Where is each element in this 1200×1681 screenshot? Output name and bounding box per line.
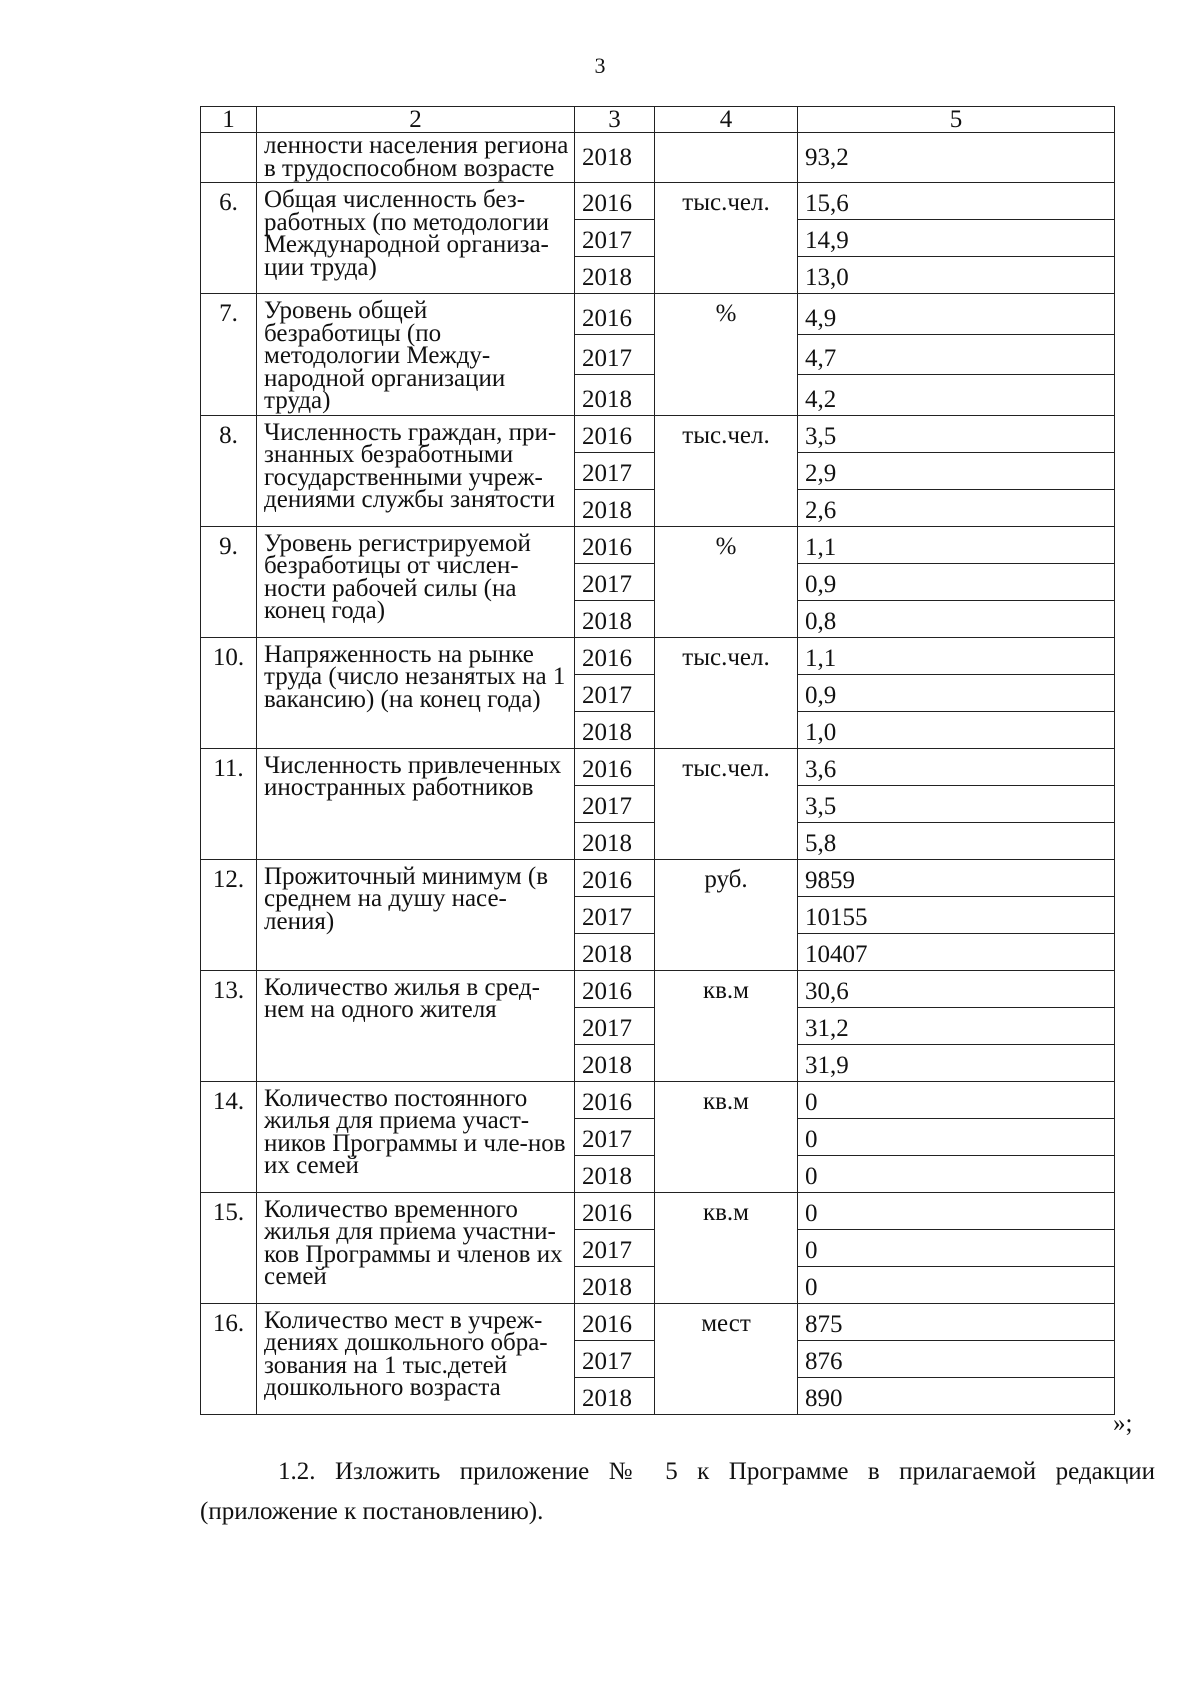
year-cell: 2016 [575, 1081, 655, 1118]
value-cell: 2,9 [798, 452, 1115, 489]
value-cell: 3,5 [798, 415, 1115, 452]
table-row [201, 637, 1115, 674]
row-number [201, 133, 257, 183]
value-cell: 5,8 [798, 822, 1115, 859]
table-row [201, 183, 1115, 220]
table-row [201, 1081, 1115, 1118]
indicator-cell: Количество жилья в сред-нем на одного жителя [257, 970, 575, 1081]
unit-cell [655, 133, 798, 183]
year-cell: 2018 [575, 822, 655, 859]
indicator-cell: Напряженность на рынке труда (число незанятых на 1 вакансию) (на конец года) [257, 637, 575, 748]
value-cell: 0 [798, 1229, 1115, 1266]
continuation-row [201, 133, 1115, 183]
value-cell: 10407 [798, 933, 1115, 970]
value-cell: 4,7 [798, 334, 1115, 375]
header-cell-5: 5 [798, 107, 1115, 133]
value-cell: 3,5 [798, 785, 1115, 822]
indicator-cell: Количество временного жилья для приема участни-ков Программы и членов их семей [257, 1192, 575, 1303]
table-row [201, 526, 1115, 563]
value-cell: 4,2 [798, 375, 1115, 416]
year-cell: 2017 [575, 896, 655, 933]
value-cell: 13,0 [798, 257, 1115, 294]
indicator-cell: ленности населения региона в трудоспособном возрасте [257, 133, 575, 183]
unit-cell: % [655, 294, 798, 416]
year-cell: 2018 [575, 933, 655, 970]
row-number: 8. [201, 415, 257, 526]
value-cell: 4,9 [798, 294, 1115, 335]
year-cell: 2016 [575, 294, 655, 335]
year-cell: 2016 [575, 1303, 655, 1340]
year-cell: 2017 [575, 334, 655, 375]
year-cell: 2017 [575, 220, 655, 257]
value-cell: 1,0 [798, 711, 1115, 748]
year-cell: 2018 [575, 257, 655, 294]
page-number: 3 [594, 53, 606, 78]
year-cell: 2018 [575, 1044, 655, 1081]
unit-cell: тыс.чел. [655, 183, 798, 294]
year-cell: 2016 [575, 526, 655, 563]
indicator-cell: Прожиточный минимум (в среднем на душу насе-ления) [257, 859, 575, 970]
row-number: 12. [201, 859, 257, 970]
year-cell: 2016 [575, 415, 655, 452]
unit-cell: мест [655, 1303, 798, 1414]
value-cell: 890 [798, 1377, 1115, 1414]
year-cell: 2017 [575, 785, 655, 822]
year-cell: 2016 [575, 748, 655, 785]
indicator-cell: Уровень общей безработицы (по методологии Между-народной организации труда) [257, 294, 575, 416]
year-cell: 2017 [575, 1118, 655, 1155]
row-number: 11. [201, 748, 257, 859]
paragraph-line-1: 1.2. Изложить приложение № 5 к Программе в прилагаемой редакции [278, 1458, 1155, 1485]
year-cell: 2018 [575, 711, 655, 748]
unit-cell: тыс.чел. [655, 637, 798, 748]
value-cell: 1,1 [798, 526, 1115, 563]
value-cell: 0 [798, 1118, 1115, 1155]
amendment-paragraph [200, 1452, 1155, 1532]
header-row [201, 107, 1115, 133]
row-number: 10. [201, 637, 257, 748]
value-cell: 0,9 [798, 674, 1115, 711]
row-number: 7. [201, 294, 257, 416]
header-cell-1: 1 [201, 107, 257, 133]
year-cell: 2017 [575, 452, 655, 489]
year-cell: 2016 [575, 183, 655, 220]
value-cell: 10155 [798, 896, 1115, 933]
year-cell: 2018 [575, 1377, 655, 1414]
year-cell: 2016 [575, 970, 655, 1007]
unit-cell: кв.м [655, 970, 798, 1081]
row-number: 6. [201, 183, 257, 294]
unit-cell: % [655, 526, 798, 637]
value-cell: 876 [798, 1340, 1115, 1377]
indicator-cell: Численность граждан, при-знанных безработными государственными учреж-дениями службы занятости [257, 415, 575, 526]
year-cell: 2018 [575, 489, 655, 526]
unit-cell: кв.м [655, 1081, 798, 1192]
value-cell: 31,2 [798, 1007, 1115, 1044]
table-row [201, 415, 1115, 452]
row-number: 15. [201, 1192, 257, 1303]
year-cell: 2018 [575, 375, 655, 416]
year-cell: 2018 [575, 133, 655, 183]
table-row [201, 1303, 1115, 1340]
value-cell: 0,8 [798, 600, 1115, 637]
indicator-cell: Количество мест в учреж-дениях дошкольного обра-зования на 1 тыс.детей дошкольного возраста [257, 1303, 575, 1414]
row-number: 14. [201, 1081, 257, 1192]
row-number: 13. [201, 970, 257, 1081]
table-closing-mark: »; [1113, 1410, 1133, 1437]
value-cell: 0 [798, 1155, 1115, 1192]
header-cell-2: 2 [257, 107, 575, 133]
header-cell-4: 4 [655, 107, 798, 133]
table-row [201, 859, 1115, 896]
row-number: 9. [201, 526, 257, 637]
value-cell: 1,1 [798, 637, 1115, 674]
year-cell: 2016 [575, 859, 655, 896]
value-cell: 14,9 [798, 220, 1115, 257]
header-cell-3: 3 [575, 107, 655, 133]
year-cell: 2018 [575, 1155, 655, 1192]
indicator-cell: Численность привлеченных иностранных работников [257, 748, 575, 859]
year-cell: 2018 [575, 600, 655, 637]
indicator-cell: Количество постоянного жилья для приема участ-ников Программы и чле-нов их семей [257, 1081, 575, 1192]
year-cell: 2017 [575, 1007, 655, 1044]
year-cell: 2016 [575, 637, 655, 674]
unit-cell: руб. [655, 859, 798, 970]
value-cell: 15,6 [798, 183, 1115, 220]
value-cell: 875 [798, 1303, 1115, 1340]
value-cell: 2,6 [798, 489, 1115, 526]
value-cell: 9859 [798, 859, 1115, 896]
value-cell: 93,2 [798, 133, 1115, 183]
year-cell: 2018 [575, 1266, 655, 1303]
unit-cell: тыс.чел. [655, 415, 798, 526]
table-row [201, 294, 1115, 335]
table-row [201, 748, 1115, 785]
year-cell: 2016 [575, 1192, 655, 1229]
row-number: 16. [201, 1303, 257, 1414]
year-cell: 2017 [575, 563, 655, 600]
indicator-cell: Общая численность без-работных (по методологии Международной организа-ции труда) [257, 183, 575, 294]
year-cell: 2017 [575, 1340, 655, 1377]
unit-cell: кв.м [655, 1192, 798, 1303]
value-cell: 0 [798, 1266, 1115, 1303]
table-row [201, 970, 1115, 1007]
year-cell: 2017 [575, 674, 655, 711]
value-cell: 31,9 [798, 1044, 1115, 1081]
value-cell: 3,6 [798, 748, 1115, 785]
value-cell: 0,9 [798, 563, 1115, 600]
year-cell: 2017 [575, 1229, 655, 1266]
indicator-cell: Уровень регистрируемой безработицы от числен-ности рабочей силы (на конец года) [257, 526, 575, 637]
value-cell: 0 [798, 1081, 1115, 1118]
unit-cell: тыс.чел. [655, 748, 798, 859]
value-cell: 0 [798, 1192, 1115, 1229]
value-cell: 30,6 [798, 970, 1115, 1007]
indicators-table [200, 106, 1115, 1415]
paragraph-line-2: (приложение к постановлению). [200, 1498, 544, 1525]
table-row [201, 1192, 1115, 1229]
